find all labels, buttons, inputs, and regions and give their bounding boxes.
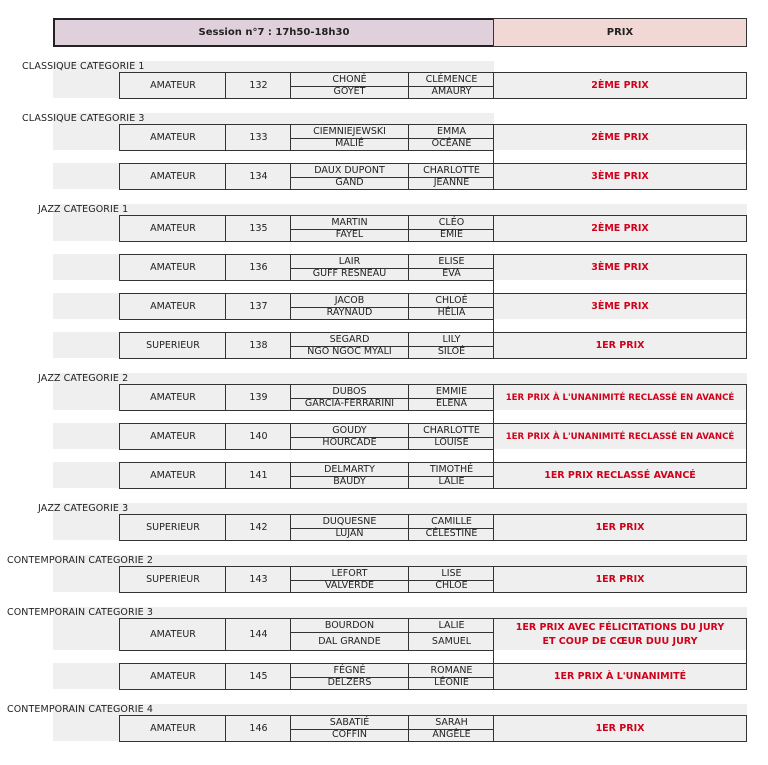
entry-row: [119, 163, 747, 190]
dancer-first-name: JEANNE: [433, 177, 470, 189]
number-cell: 134: [225, 163, 291, 190]
row-margin: [53, 215, 119, 241]
dancer-last-name: LUJAN: [291, 528, 409, 541]
entry-row: [119, 332, 747, 359]
entry-row: [119, 293, 747, 320]
number-cell: 133: [225, 124, 291, 151]
number-cell: 138: [225, 332, 291, 359]
entry-row: [119, 384, 747, 411]
dancer-last-name: DAL GRANDE: [291, 632, 409, 650]
row-margin: [53, 72, 119, 98]
entry-row: [119, 124, 747, 151]
prize-gap: [493, 449, 747, 463]
number-cell: 132: [225, 72, 291, 99]
dancer-1: [291, 73, 494, 87]
row-margin: [53, 715, 119, 741]
row-margin: [53, 163, 119, 189]
prize-cell: 1ER PRIX AVEC FÉLICITATIONS DU JURY ET COUP DE CŒUR DUU JURY: [493, 618, 747, 651]
dancer-first-name: EMMA: [437, 125, 466, 137]
prize-cell: 3ÈME PRIX: [493, 163, 747, 190]
row-margin: [53, 566, 119, 592]
dancer-first-name: SILOÉ: [437, 346, 466, 358]
dancer-last-name: MALIÉ: [291, 138, 409, 151]
number-cell: 137: [225, 293, 291, 320]
level-cell: AMATEUR: [119, 462, 226, 489]
number-cell: 145: [225, 663, 291, 690]
session-title: Session n°7 : 17h50-18h30: [198, 27, 350, 38]
entry-row: [119, 715, 747, 742]
category-band: [53, 503, 747, 514]
dancer-last-name: JACOB: [291, 294, 409, 307]
dancer-last-name: VALVERDE: [291, 580, 409, 593]
dancers-cell: [290, 566, 494, 593]
dancer-last-name: GOUDY: [291, 424, 409, 437]
dancer-first-name: LOUISE: [434, 437, 469, 449]
prize-gap: [493, 410, 747, 424]
dancer-first-name: SAMUEL: [431, 635, 472, 647]
prize-cell: 1ER PRIX: [493, 514, 747, 541]
level-cell: AMATEUR: [119, 423, 226, 450]
number-cell: 140: [225, 423, 291, 450]
prize-cell: 3ÈME PRIX: [493, 293, 747, 320]
number-cell: 136: [225, 254, 291, 281]
dancers-cell: [290, 72, 494, 99]
category-label: CLASSIQUE CATEGORIE 1: [22, 61, 145, 72]
dancers-cell: [290, 332, 494, 359]
prize-column-header: [493, 18, 747, 47]
dancer-last-name: MARTIN: [291, 216, 409, 229]
dancer-first-name: TIMOTHÉ: [429, 463, 474, 475]
entry-row: [119, 423, 747, 450]
session-header: [53, 18, 494, 47]
dancer-first-name: ELISE: [438, 255, 465, 267]
dancers-cell: [290, 254, 494, 281]
category-band: [53, 607, 747, 618]
dancer-last-name: DUBOS: [291, 385, 409, 398]
prize-cell: 1ER PRIX: [493, 566, 747, 593]
dancers-cell: [290, 514, 494, 541]
number-cell: 141: [225, 462, 291, 489]
dancer-first-name: LALIE: [438, 620, 465, 631]
dancer-first-name: CÉLESTINE: [425, 528, 478, 540]
row-margin: [53, 663, 119, 689]
category-label: JAZZ CATEGORIE 1: [38, 204, 129, 215]
dancer-first-name: EMMIE: [435, 385, 468, 397]
level-cell: SUPERIEUR: [119, 332, 226, 359]
dancer-first-name: CAMILLE: [431, 515, 472, 527]
dancer-first-name: CLÉMENCE: [425, 73, 478, 85]
dancers-cell: [290, 163, 494, 190]
category-band: [53, 555, 747, 566]
dancer-last-name: GOYET: [291, 86, 409, 99]
row-margin: [53, 618, 119, 650]
category-band: [53, 704, 747, 715]
level-cell: AMATEUR: [119, 715, 226, 742]
dancers-cell: [290, 124, 494, 151]
dancer-first-name: LILY: [442, 333, 461, 345]
level-cell: AMATEUR: [119, 215, 226, 242]
dancer-first-name: ANGÈLE: [432, 729, 471, 741]
prize-cell: 1ER PRIX À L'UNANIMITÉ RECLASSÉ EN AVANCÉ: [493, 423, 747, 450]
category-label: CLASSIQUE CATEGORIE 3: [22, 113, 145, 124]
category-label: CONTEMPORAIN CATEGORIE 3: [7, 607, 153, 618]
dancer-last-name: DELZERS: [291, 677, 409, 690]
category-label: CONTEMPORAIN CATEGORIE 2: [7, 555, 153, 566]
category-label: CONTEMPORAIN CATEGORIE 4: [7, 704, 153, 715]
prize-cell: 1ER PRIX RECLASSÉ AVANCÉ: [493, 462, 747, 489]
level-cell: SUPERIEUR: [119, 514, 226, 541]
dancer-last-name: COFFIN: [291, 729, 409, 742]
dancer-2: [291, 86, 494, 99]
dancer-first-name: CLÉO: [438, 216, 465, 228]
number-cell: 135: [225, 215, 291, 242]
dancers-cell: [290, 384, 494, 411]
entry-row: [119, 215, 747, 242]
dancer-first-name: AMAURY: [431, 86, 472, 98]
dancer-first-name: CHLOE: [435, 580, 468, 592]
entry-row: [119, 72, 747, 99]
prize-gap: [493, 650, 747, 664]
dancer-first-name: LALIE: [438, 476, 465, 488]
dancer-first-name: SARAH: [435, 716, 468, 728]
row-margin: [53, 332, 119, 358]
prize-cell: 2ÈME PRIX: [493, 124, 747, 151]
category-label: JAZZ CATEGORIE 2: [38, 373, 129, 384]
entry-row: [119, 618, 747, 651]
dancer-last-name: HOURCADE: [291, 437, 409, 450]
dancer-last-name: GUFF RESNEAU: [291, 268, 409, 281]
level-cell: AMATEUR: [119, 663, 226, 690]
dancer-last-name: BOURDON: [291, 619, 409, 632]
prize-gap: [493, 319, 747, 333]
level-cell: AMATEUR: [119, 618, 226, 651]
category-band: [53, 204, 747, 215]
level-cell: AMATEUR: [119, 124, 226, 151]
prize-cell: 1ER PRIX: [493, 332, 747, 359]
dancer-last-name: BAUDY: [291, 476, 409, 489]
number-cell: 146: [225, 715, 291, 742]
dancer-first-name: EVA: [442, 268, 461, 280]
dancer-first-name: CHARLOTTE: [423, 164, 480, 176]
dancer-last-name: GARCIA-FERRARINI: [291, 398, 409, 411]
dancer-last-name: FÉGNÉ: [291, 664, 409, 677]
dancer-last-name: CHONÉ: [291, 73, 409, 86]
dancer-first-name: LISE: [441, 567, 462, 579]
row-margin: [53, 514, 119, 540]
level-cell: AMATEUR: [119, 72, 226, 99]
level-cell: AMATEUR: [119, 293, 226, 320]
dancer-last-name: DELMARTY: [291, 463, 409, 476]
category-label: JAZZ CATEGORIE 3: [38, 503, 129, 514]
dancer-first-name: OCÉANE: [431, 138, 472, 150]
entry-row: [119, 663, 747, 690]
dancer-first-name: ELENA: [436, 398, 467, 410]
level-cell: SUPERIEUR: [119, 566, 226, 593]
dancer-last-name: LEFORT: [291, 567, 409, 580]
prize-gap: [493, 280, 747, 294]
prize-cell: 1ER PRIX À L'UNANIMITÉ: [493, 663, 747, 690]
prize-cell: 2ÈME PRIX: [493, 72, 747, 99]
dancer-last-name: DUQUESNE: [291, 515, 409, 528]
dancers-cell: [290, 215, 494, 242]
dancers-cell: [290, 663, 494, 690]
prize-gap: [493, 150, 747, 164]
dancer-first-name: HÉLIA: [437, 307, 466, 319]
dancers-cell: [290, 618, 494, 651]
row-margin: [53, 124, 119, 150]
row-margin: [53, 462, 119, 488]
row-margin: [53, 254, 119, 280]
level-cell: AMATEUR: [119, 384, 226, 411]
row-margin: [53, 293, 119, 319]
prize-header-label: PRIX: [606, 27, 634, 38]
dancer-last-name: LAIR: [291, 255, 409, 268]
entry-row: [119, 566, 747, 593]
dancer-first-name: ROMANE: [430, 664, 473, 676]
prize-cell: 3ÈME PRIX: [493, 254, 747, 281]
level-cell: AMATEUR: [119, 254, 226, 281]
dancers-cell: [290, 715, 494, 742]
dancer-last-name: RAYNAUD: [291, 307, 409, 320]
number-cell: 142: [225, 514, 291, 541]
dancer-last-name: SEGARD: [291, 333, 409, 346]
category-band: [53, 373, 747, 384]
entry-row: [119, 462, 747, 489]
dancers-cell: [290, 293, 494, 320]
dancers-cell: [290, 423, 494, 450]
dancer-last-name: CIEMNIEJEWSKI: [291, 125, 409, 138]
dancer-first-name: LÉONIE: [434, 677, 469, 689]
number-cell: 143: [225, 566, 291, 593]
row-margin: [53, 423, 119, 449]
prize-cell: 2ÈME PRIX: [493, 215, 747, 242]
dancer-first-name: CHARLOTTE: [423, 424, 480, 436]
level-cell: AMATEUR: [119, 163, 226, 190]
number-cell: 144: [225, 618, 291, 651]
row-margin: [53, 384, 119, 410]
number-cell: 139: [225, 384, 291, 411]
prize-cell: 1ER PRIX: [493, 715, 747, 742]
dancer-last-name: FAYEL: [291, 229, 409, 242]
entry-row: [119, 514, 747, 541]
dancer-first-name: CHLOÉ: [435, 294, 468, 306]
dancer-last-name: GAND: [291, 177, 409, 190]
dancer-last-name: NGO NGOC MYALI: [291, 346, 409, 359]
entry-row: [119, 254, 747, 281]
dancer-last-name: DAUX DUPONT: [291, 164, 409, 177]
dancer-last-name: SABATIÉ: [291, 716, 409, 729]
prize-cell: 1ER PRIX À L'UNANIMITÉ RECLASSÉ EN AVANCÉ: [493, 384, 747, 411]
dancer-first-name: EMIE: [439, 229, 463, 241]
dancers-cell: [290, 462, 494, 489]
